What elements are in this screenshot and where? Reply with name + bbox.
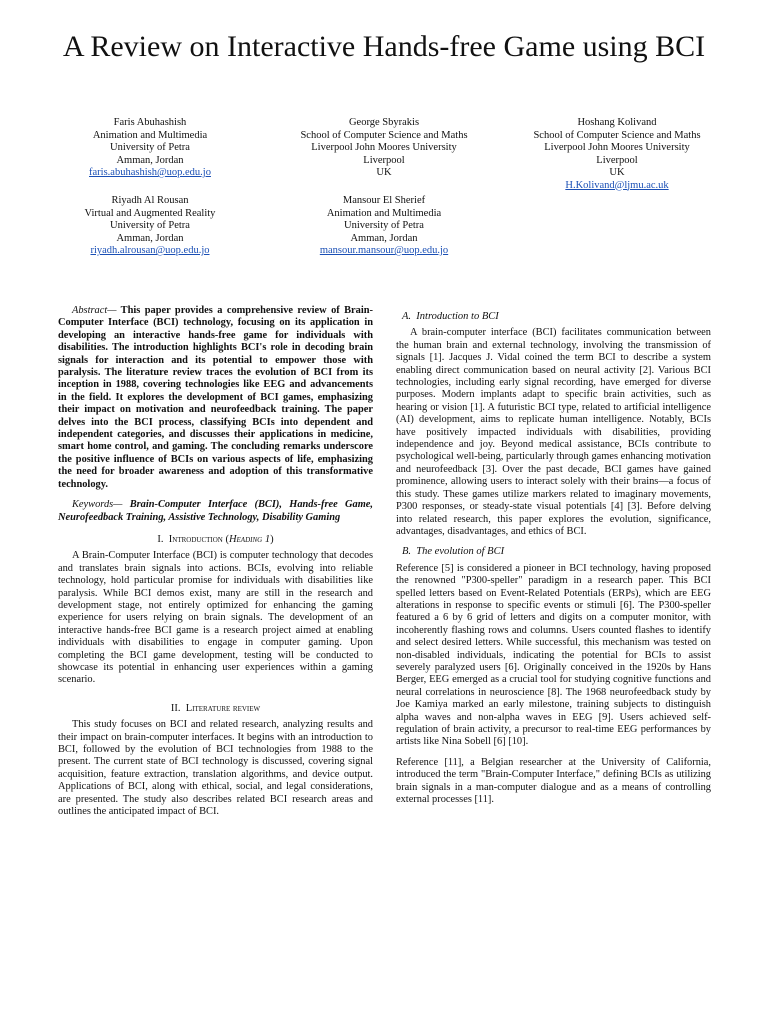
subsection-title: Introduction to BCI (416, 311, 499, 322)
abstract-lead: Abstract— (72, 305, 117, 316)
author-dept: School of Computer Science and Maths (533, 129, 701, 141)
section-heading-introduction (58, 534, 373, 546)
subsection-heading-b (402, 546, 711, 558)
author-org: University of Petra (110, 220, 190, 231)
subsection-title: The evolution of BCI (416, 546, 505, 558)
author-block (264, 117, 504, 180)
author-org: University of Petra (110, 142, 190, 153)
author-org: Liverpool John Moores University (544, 142, 690, 153)
section-title: Introduction ( (168, 533, 229, 545)
author-name: Riyadh Al Rousan (111, 195, 189, 206)
abstract (58, 305, 373, 491)
section-numeral: II. (170, 702, 181, 714)
author-location: Amman, Jordan (116, 154, 184, 166)
section-numeral: I. (157, 533, 164, 545)
section-heading-literature-review (58, 703, 373, 715)
subsection-label: A. (402, 311, 412, 322)
author-email-link[interactable]: H.Kolivand@ljmu.ac.uk (565, 179, 669, 191)
author-dept: Virtual and Augmented Reality (84, 207, 216, 219)
abstract-text: This paper provides a comprehensive review of Brain-Computer Interface (BCI) technology, focusing on its application in developing an interactive hands-free game for individuals with disabilities. The introduction highlights BCI's role in decoding brain signals for interaction and its potential to empower those with paralysis. The literature review traces the evolution of BCI from its inception in 1988, covering technologies like EEG and advancements in the field. It explores the development of BCI games, emphasizing their impact on motivation and neurofeedback training. The paper delves into the BCI process, classifying BCIs into dependent and independent categories, and discusses their applications in medicine, smart home control, and gaming. The concluding remarks underscore the positive influence of BCIs on various aspects of life, emphasizing the need for broader awareness and adoption of this transformative technology. (58, 305, 373, 490)
author-location: Amman, Jordan (116, 232, 184, 244)
section-title-italic: Heading 1 (228, 533, 271, 545)
literature-review-body: This study focuses on BCI and related research, analyzing results and their impact on brain-computer interfaces. It begins with an introduction to BCI, followed by the evolution of BCI technologies from 1988 to the present. The current state of BCI technology is discussed, covering signal acquisition, feature extraction, translation algorithms, and device output. Applications of BCI, along with ethical, social, and legal considerations, are presented. The study also describes related BCI research areas and outlines the anticipated impact of BCI. (58, 719, 373, 818)
author-name: Faris Abuhashish (113, 117, 187, 128)
evolution-of-bci-body-2: Reference [11], a Belgian researcher at the University of California, introduced the term "Brain-Computer Interface," defining BCIs as utilizing brain signals in a man-computer dialogue and as a means of controlling external processes [11]. (396, 756, 711, 806)
introduction-body: A Brain-Computer Interface (BCI) is computer technology that decodes and translates brain signals into actions. BCIs, evolving into reliable technology, hold particular promise for individuals with disabilities like paralysis. While BCI demos exist, many are still in the research and development stage, not entirely optimized for enhancing the gaming experience for users relying on brain signals. The development of an interactive hands-free BCI game is a research project aimed at enabling individuals with disabilities to engage in computer gaming. Upon completing the BCI game development, testing will be conducted to showcase its potential in enhancing user experiences within a gaming scenario. (58, 550, 373, 686)
subsection-label: B. (402, 546, 412, 558)
author-block (30, 117, 270, 180)
author-location: Amman, Jordan (350, 232, 418, 244)
author-block (264, 195, 504, 258)
right-column (396, 305, 711, 814)
section-title: Literature review (185, 702, 261, 714)
evolution-of-bci-body-1: Reference [5] is considered a pioneer in BCI technology, having proposed the renowned "P300-speller" paradigm in a research paper. This BCI spelled letters based on Event-Related Potentials (ERPs), which are EEG alterations in response to specific events or stimuli [6]. The P300-speller featured a 6 by 6 grid of letters and digits on a computer monitor, with incoherently flashing rows and columns. Users counted flashes to identify and select desired letters. While successful, this mechanism was tested on non-disabled individuals, indicating the potential for BCIs to assist severely paralyzed users [6]. Originally conceived in the 1920s by Hans Berger, EEG emerged as a crucial tool for studying cognitive functions and neural correlations in neuroscience [8]. The 1968 neurofeedback study by Joe Kamiya marked an early milestone, training subjects to distinguish alpha waves and non-alpha waves in EEG [9]. Users achieved self-regulation of brain activity, a precursor to real-time EEG performances by artists like Nina Sobell [6] [10]. (396, 562, 711, 748)
left-column (58, 305, 373, 826)
author-city: Liverpool (596, 154, 638, 166)
author-email-link[interactable]: faris.abuhashish@uop.edu.jo (89, 167, 211, 178)
author-name: Hoshang Kolivand (577, 117, 657, 128)
author-country: UK (609, 167, 625, 178)
author-dept: Animation and Multimedia (326, 207, 442, 219)
keywords-text: Brain-Computer Interface (BCI), Hands-free Game, Neurofeedback Training, Assistive Technology, Disability Gaming (58, 499, 373, 523)
author-block (497, 117, 737, 192)
keywords-lead: Keywords— (72, 499, 123, 511)
paper-title: A Review on Interactive Hands-free Game using BCI (62, 30, 706, 63)
author-dept: School of Computer Science and Maths (300, 129, 468, 141)
author-name: George Sbyrakis (348, 117, 420, 128)
author-country: UK (376, 167, 392, 178)
author-org: Liverpool John Moores University (311, 142, 457, 153)
author-city: Liverpool (363, 154, 405, 166)
author-org: University of Petra (344, 220, 424, 231)
author-email-link[interactable]: mansour.mansour@uop.edu.jo (319, 245, 449, 256)
section-title-end: ) (270, 533, 274, 545)
subsection-heading-a (402, 311, 711, 323)
introduction-to-bci-body: A brain-computer interface (BCI) facilitates communication between the human brain and external technology, involving the transmission of signals [1]. Jacques J. Vidal coined the term BCI to describe a system enabling direct communication based on neural activity [2]. Various BCI technologies, including early signal recording, have emerged for diverse purposes. Modern implants adapt to specific brain activities, such as hearing or vision [1]. A futuristic BCI type, related to artificial intelligence (AI) development, aims to replicate human intelligence. Notably, BCIs have positively impacted individuals with disabilities, providing independence and joy. Beyond medical assistance, BCIs contribute to psychological well-being, particularly through games enhancing motivation and neurofeedback [3]. Over the past decade, BCI games have gained prominence, allowing users to interact solely with their brains—a focus of this study. These games utilize markers related to imaginary movements, P300 responses, or steady-state visual potentials [4] [3]. Before delving into related research, this paper explores the evolution, significance, advantages, disadvantages, and ethics of BCI. (396, 327, 711, 537)
author-block (30, 195, 270, 258)
keywords (58, 499, 373, 524)
author-name: Mansour El Sherief (342, 195, 426, 206)
author-dept: Animation and Multimedia (92, 129, 208, 141)
author-email-link[interactable]: riyadh.alrousan@uop.edu.jo (90, 245, 210, 256)
